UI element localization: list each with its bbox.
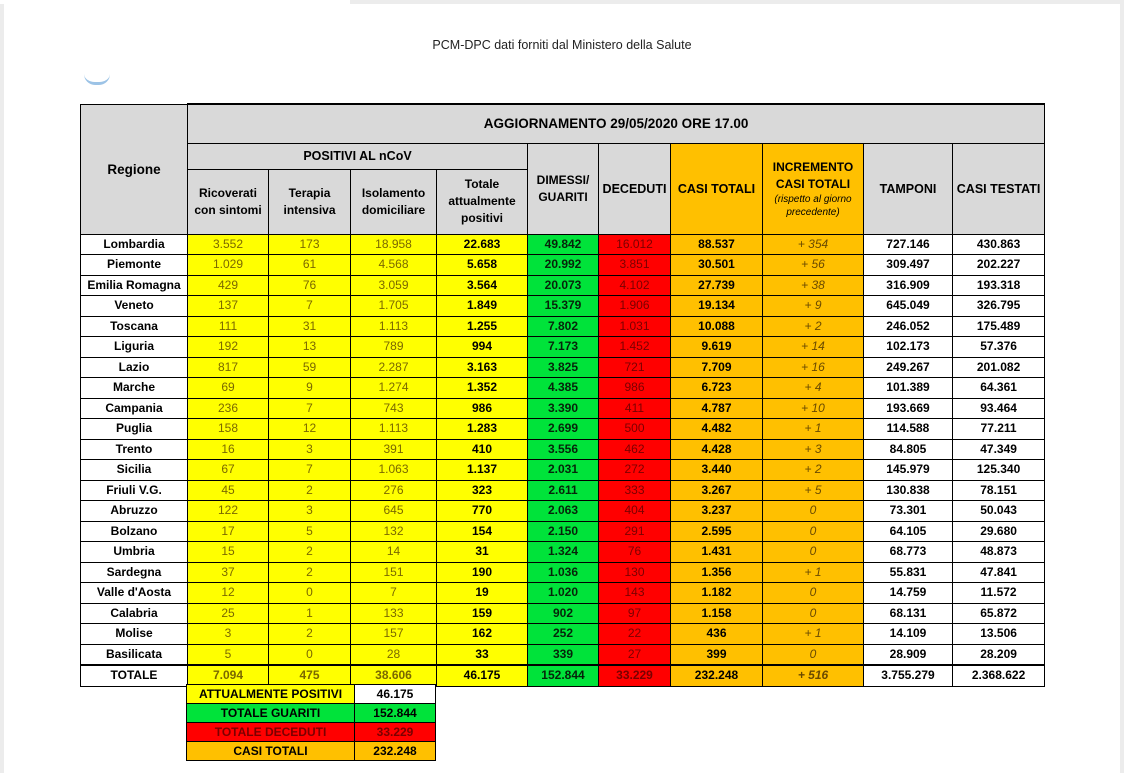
cell-totale: 33 (437, 644, 528, 665)
header-tamponi: TAMPONI (864, 143, 953, 234)
cell-incremento: + 1 (763, 624, 864, 645)
cell-incremento: + 2 (763, 460, 864, 481)
header-ricoverati: Ricoverati con sintomi (188, 169, 269, 234)
cell-terapia: 7 (269, 398, 351, 419)
header-casi-testati: CASI TESTATI (953, 143, 1045, 234)
cell-regione: Valle d'Aosta (81, 583, 188, 604)
cell-isolamento: 1.063 (351, 460, 437, 481)
cell-testati: 78.151 (953, 480, 1045, 501)
cell-tamponi: 102.173 (864, 337, 953, 358)
cell-dimessi: 2.699 (528, 419, 599, 440)
cell-terapia: 3 (269, 501, 351, 522)
cell-regione: Marche (81, 378, 188, 399)
cell-tamponi: 249.267 (864, 357, 953, 378)
cell-totale: 770 (437, 501, 528, 522)
header-incremento-note: (rispetto al giorno precedente) (774, 193, 852, 218)
total-ricoverati: 7.094 (188, 665, 269, 686)
total-row (81, 665, 1045, 686)
table-row (81, 378, 1045, 399)
cell-tamponi: 14.109 (864, 624, 953, 645)
cell-incremento: 0 (763, 542, 864, 563)
cell-regione: Umbria (81, 542, 188, 563)
cell-testati: 202.227 (953, 255, 1045, 276)
summary-table (186, 684, 436, 761)
cell-incremento: + 1 (763, 419, 864, 440)
cell-testati: 47.349 (953, 439, 1045, 460)
table-row (81, 316, 1045, 337)
cell-isolamento: 3.059 (351, 275, 437, 296)
cell-dimessi: 20.073 (528, 275, 599, 296)
cell-casi: 10.088 (671, 316, 763, 337)
cell-deceduti: 97 (599, 603, 671, 624)
cell-tamponi: 101.389 (864, 378, 953, 399)
cell-isolamento: 133 (351, 603, 437, 624)
summary-label: TOTALE GUARITI (187, 704, 355, 723)
table-row (81, 562, 1045, 583)
cell-ricoverati: 45 (188, 480, 269, 501)
cell-regione: Lombardia (81, 234, 188, 255)
cell-regione: Sicilia (81, 460, 188, 481)
cell-testati: 48.873 (953, 542, 1045, 563)
cell-dimessi: 3.556 (528, 439, 599, 460)
cell-tamponi: 73.301 (864, 501, 953, 522)
table-row (81, 296, 1045, 317)
cell-deceduti: 500 (599, 419, 671, 440)
cell-isolamento: 28 (351, 644, 437, 665)
cell-ricoverati: 37 (188, 562, 269, 583)
cell-incremento: + 10 (763, 398, 864, 419)
cell-tamponi: 55.831 (864, 562, 953, 583)
cell-isolamento: 14 (351, 542, 437, 563)
cell-isolamento: 743 (351, 398, 437, 419)
cell-totale: 5.658 (437, 255, 528, 276)
cell-ricoverati: 137 (188, 296, 269, 317)
cell-totale: 154 (437, 521, 528, 542)
cell-terapia: 7 (269, 460, 351, 481)
cell-incremento: + 56 (763, 255, 864, 276)
total-terapia: 475 (269, 665, 351, 686)
cell-testati: 430.863 (953, 234, 1045, 255)
cell-deceduti: 1.452 (599, 337, 671, 358)
cell-terapia: 2 (269, 624, 351, 645)
cell-casi: 1.158 (671, 603, 763, 624)
header-dimessi: DIMESSI/ GUARITI (528, 143, 599, 234)
table-row (81, 398, 1045, 419)
cell-isolamento: 1.113 (351, 316, 437, 337)
cell-tamponi: 84.805 (864, 439, 953, 460)
cell-terapia: 13 (269, 337, 351, 358)
cell-dimessi: 2.150 (528, 521, 599, 542)
table-row (81, 234, 1045, 255)
cell-isolamento: 157 (351, 624, 437, 645)
cell-regione: Emilia Romagna (81, 275, 188, 296)
cell-testati: 93.464 (953, 398, 1045, 419)
cell-dimessi: 7.802 (528, 316, 599, 337)
header-regione: Regione (81, 104, 188, 234)
cell-casi: 88.537 (671, 234, 763, 255)
summary-value: 33.229 (355, 723, 436, 742)
cell-testati: 65.872 (953, 603, 1045, 624)
cell-ricoverati: 817 (188, 357, 269, 378)
cell-deceduti: 76 (599, 542, 671, 563)
cell-incremento: 0 (763, 644, 864, 665)
cell-testati: 50.043 (953, 501, 1045, 522)
cell-testati: 326.795 (953, 296, 1045, 317)
table-row (81, 624, 1045, 645)
table-row (81, 357, 1045, 378)
cell-regione: Bolzano (81, 521, 188, 542)
total-casi: 232.248 (671, 665, 763, 686)
cell-casi: 1.182 (671, 583, 763, 604)
cell-dimessi: 339 (528, 644, 599, 665)
cell-casi: 7.709 (671, 357, 763, 378)
cell-terapia: 0 (269, 644, 351, 665)
cell-incremento: 0 (763, 603, 864, 624)
cell-isolamento: 2.287 (351, 357, 437, 378)
cell-regione: Sardegna (81, 562, 188, 583)
cell-regione: Lazio (81, 357, 188, 378)
cell-ricoverati: 69 (188, 378, 269, 399)
cell-isolamento: 1.705 (351, 296, 437, 317)
cell-incremento: + 354 (763, 234, 864, 255)
cell-testati: 57.376 (953, 337, 1045, 358)
cell-ricoverati: 122 (188, 501, 269, 522)
cell-testati: 77.211 (953, 419, 1045, 440)
cell-dimessi: 1.324 (528, 542, 599, 563)
cell-deceduti: 130 (599, 562, 671, 583)
cell-terapia: 61 (269, 255, 351, 276)
cell-tamponi: 645.049 (864, 296, 953, 317)
total-label: TOTALE (81, 665, 188, 686)
cell-casi: 27.739 (671, 275, 763, 296)
table-row (81, 644, 1045, 665)
cell-deceduti: 333 (599, 480, 671, 501)
cell-terapia: 0 (269, 583, 351, 604)
cell-totale: 1.283 (437, 419, 528, 440)
cell-deceduti: 4.102 (599, 275, 671, 296)
cell-deceduti: 16.012 (599, 234, 671, 255)
table-row (81, 419, 1045, 440)
cell-isolamento: 7 (351, 583, 437, 604)
cell-totale: 3.163 (437, 357, 528, 378)
cell-incremento: + 38 (763, 275, 864, 296)
cell-incremento: 0 (763, 521, 864, 542)
table-row (81, 439, 1045, 460)
cell-dimessi: 3.390 (528, 398, 599, 419)
cell-tamponi: 14.759 (864, 583, 953, 604)
cell-tamponi: 309.497 (864, 255, 953, 276)
cell-dimessi: 252 (528, 624, 599, 645)
cell-ricoverati: 16 (188, 439, 269, 460)
cell-isolamento: 789 (351, 337, 437, 358)
cell-testati: 193.318 (953, 275, 1045, 296)
cell-ricoverati: 192 (188, 337, 269, 358)
cell-dimessi: 20.992 (528, 255, 599, 276)
total-testati: 2.368.622 (953, 665, 1045, 686)
cell-tamponi: 145.979 (864, 460, 953, 481)
cell-testati: 125.340 (953, 460, 1045, 481)
cell-regione: Puglia (81, 419, 188, 440)
cell-deceduti: 143 (599, 583, 671, 604)
total-dimessi: 152.844 (528, 665, 599, 686)
cell-casi: 19.134 (671, 296, 763, 317)
table-row (81, 542, 1045, 563)
cell-incremento: + 1 (763, 562, 864, 583)
cell-regione: Campania (81, 398, 188, 419)
cell-totale: 22.683 (437, 234, 528, 255)
cell-casi: 30.501 (671, 255, 763, 276)
cell-casi: 2.595 (671, 521, 763, 542)
cell-dimessi: 2.031 (528, 460, 599, 481)
cell-incremento: + 5 (763, 480, 864, 501)
cell-ricoverati: 429 (188, 275, 269, 296)
cell-isolamento: 391 (351, 439, 437, 460)
cell-regione: Toscana (81, 316, 188, 337)
cell-totale: 3.564 (437, 275, 528, 296)
top-strip (0, 0, 350, 4)
cell-totale: 19 (437, 583, 528, 604)
cell-terapia: 1 (269, 603, 351, 624)
cell-casi: 3.440 (671, 460, 763, 481)
cell-testati: 64.361 (953, 378, 1045, 399)
cell-tamponi: 114.588 (864, 419, 953, 440)
summary-value: 152.844 (355, 704, 436, 723)
cell-ricoverati: 236 (188, 398, 269, 419)
cell-terapia: 59 (269, 357, 351, 378)
table-row (81, 501, 1045, 522)
cell-totale: 31 (437, 542, 528, 563)
cell-dimessi: 49.842 (528, 234, 599, 255)
cell-casi: 6.723 (671, 378, 763, 399)
cell-ricoverati: 15 (188, 542, 269, 563)
cell-casi: 4.482 (671, 419, 763, 440)
cell-casi: 399 (671, 644, 763, 665)
cell-isolamento: 276 (351, 480, 437, 501)
cell-isolamento: 1.113 (351, 419, 437, 440)
cell-dimessi: 3.825 (528, 357, 599, 378)
cell-terapia: 3 (269, 439, 351, 460)
source-title: PCM-DPC dati forniti dal Ministero della Salute (432, 38, 692, 52)
cell-deceduti: 462 (599, 439, 671, 460)
cell-incremento: + 14 (763, 337, 864, 358)
cell-deceduti: 272 (599, 460, 671, 481)
header-deceduti: DECEDUTI (599, 143, 671, 234)
cell-dimessi: 7.173 (528, 337, 599, 358)
header-terapia: Terapia intensiva (269, 169, 351, 234)
cell-deceduti: 291 (599, 521, 671, 542)
cell-terapia: 12 (269, 419, 351, 440)
cell-incremento: + 9 (763, 296, 864, 317)
cell-ricoverati: 17 (188, 521, 269, 542)
cell-deceduti: 3.851 (599, 255, 671, 276)
cell-casi: 3.267 (671, 480, 763, 501)
cell-totale: 1.255 (437, 316, 528, 337)
cell-isolamento: 132 (351, 521, 437, 542)
cell-tamponi: 28.909 (864, 644, 953, 665)
cell-deceduti: 721 (599, 357, 671, 378)
cell-testati: 47.841 (953, 562, 1045, 583)
cell-incremento: + 2 (763, 316, 864, 337)
cell-regione: Basilicata (81, 644, 188, 665)
cell-ricoverati: 25 (188, 603, 269, 624)
cell-dimessi: 902 (528, 603, 599, 624)
cell-totale: 323 (437, 480, 528, 501)
cell-terapia: 31 (269, 316, 351, 337)
header-casi-totali: CASI TOTALI (671, 143, 763, 234)
cell-tamponi: 193.669 (864, 398, 953, 419)
cell-casi: 4.428 (671, 439, 763, 460)
cell-dimessi: 1.036 (528, 562, 599, 583)
cell-ricoverati: 158 (188, 419, 269, 440)
total-deceduti: 33.229 (599, 665, 671, 686)
cell-totale: 1.849 (437, 296, 528, 317)
cell-terapia: 2 (269, 562, 351, 583)
summary-label: CASI TOTALI (187, 742, 355, 761)
summary-row-positivi (187, 685, 436, 704)
cell-incremento: + 4 (763, 378, 864, 399)
table-row (81, 255, 1045, 276)
cell-totale: 1.352 (437, 378, 528, 399)
header-incremento (763, 143, 864, 234)
cell-deceduti: 404 (599, 501, 671, 522)
cell-regione: Calabria (81, 603, 188, 624)
cell-ricoverati: 3.552 (188, 234, 269, 255)
cell-ricoverati: 12 (188, 583, 269, 604)
cell-terapia: 7 (269, 296, 351, 317)
cell-tamponi: 68.131 (864, 603, 953, 624)
cell-isolamento: 645 (351, 501, 437, 522)
table-row (81, 521, 1045, 542)
cell-totale: 994 (437, 337, 528, 358)
cell-terapia: 2 (269, 542, 351, 563)
cell-tamponi: 246.052 (864, 316, 953, 337)
cell-regione: Veneto (81, 296, 188, 317)
summary-value: 46.175 (355, 685, 436, 704)
header-isolamento: Isolamento domiciliare (351, 169, 437, 234)
cell-ricoverati: 3 (188, 624, 269, 645)
cell-deceduti: 986 (599, 378, 671, 399)
cell-terapia: 9 (269, 378, 351, 399)
cell-tamponi: 316.909 (864, 275, 953, 296)
cell-isolamento: 18.958 (351, 234, 437, 255)
cell-isolamento: 1.274 (351, 378, 437, 399)
cell-deceduti: 1.906 (599, 296, 671, 317)
cell-tamponi: 68.773 (864, 542, 953, 563)
cell-totale: 162 (437, 624, 528, 645)
cell-regione: Abruzzo (81, 501, 188, 522)
cell-totale: 1.137 (437, 460, 528, 481)
cell-deceduti: 411 (599, 398, 671, 419)
total-isolamento: 38.606 (351, 665, 437, 686)
summary-label: ATTUALMENTE POSITIVI (187, 685, 355, 704)
cell-isolamento: 4.568 (351, 255, 437, 276)
cell-casi: 1.356 (671, 562, 763, 583)
total-incremento: + 516 (763, 665, 864, 686)
table-row (81, 337, 1045, 358)
cell-incremento: + 16 (763, 357, 864, 378)
cell-totale: 159 (437, 603, 528, 624)
cell-deceduti: 22 (599, 624, 671, 645)
table-row (81, 480, 1045, 501)
cell-incremento: + 3 (763, 439, 864, 460)
cell-incremento: 0 (763, 583, 864, 604)
header-positivi: POSITIVI AL nCoV (188, 143, 528, 169)
cell-regione: Trento (81, 439, 188, 460)
cell-deceduti: 27 (599, 644, 671, 665)
cell-dimessi: 4.385 (528, 378, 599, 399)
table-row (81, 460, 1045, 481)
cell-tamponi: 64.105 (864, 521, 953, 542)
cell-regione: Piemonte (81, 255, 188, 276)
summary-row-guariti (187, 704, 436, 723)
cell-casi: 9.619 (671, 337, 763, 358)
cell-isolamento: 151 (351, 562, 437, 583)
cell-totale: 190 (437, 562, 528, 583)
cell-ricoverati: 111 (188, 316, 269, 337)
cell-incremento: 0 (763, 501, 864, 522)
cell-totale: 410 (437, 439, 528, 460)
cell-regione: Liguria (81, 337, 188, 358)
cell-tamponi: 130.838 (864, 480, 953, 501)
cell-testati: 13.506 (953, 624, 1045, 645)
total-tamponi: 3.755.279 (864, 665, 953, 686)
header-totale-positivi: Totale attualmente positivi (437, 169, 528, 234)
cell-testati: 175.489 (953, 316, 1045, 337)
cell-terapia: 2 (269, 480, 351, 501)
cell-casi: 4.787 (671, 398, 763, 419)
cell-ricoverati: 67 (188, 460, 269, 481)
cell-casi: 1.431 (671, 542, 763, 563)
header-incremento-label: INCREMENTO CASI TOTALI (772, 159, 854, 191)
cell-testati: 29.680 (953, 521, 1045, 542)
table-row (81, 275, 1045, 296)
cell-regione: Friuli V.G. (81, 480, 188, 501)
table-row (81, 603, 1045, 624)
header-aggiornamento: AGGIORNAMENTO 29/05/2020 ORE 17.00 (188, 104, 1045, 143)
cell-terapia: 173 (269, 234, 351, 255)
summary-value: 232.248 (355, 742, 436, 761)
summary-row-casi (187, 742, 436, 761)
cell-casi: 3.237 (671, 501, 763, 522)
summary-row-deceduti (187, 723, 436, 742)
cell-testati: 28.209 (953, 644, 1045, 665)
table-row (81, 583, 1045, 604)
cell-dimessi: 2.063 (528, 501, 599, 522)
cell-testati: 201.082 (953, 357, 1045, 378)
cell-deceduti: 1.031 (599, 316, 671, 337)
covid-data-table (80, 103, 1045, 687)
cell-dimessi: 2.611 (528, 480, 599, 501)
cell-regione: Molise (81, 624, 188, 645)
summary-label: TOTALE DECEDUTI (187, 723, 355, 742)
cell-testati: 11.572 (953, 583, 1045, 604)
total-totale: 46.175 (437, 665, 528, 686)
cell-casi: 436 (671, 624, 763, 645)
cell-dimessi: 1.020 (528, 583, 599, 604)
cell-tamponi: 727.146 (864, 234, 953, 255)
cell-ricoverati: 1.029 (188, 255, 269, 276)
cell-totale: 986 (437, 398, 528, 419)
table-body (81, 234, 1045, 686)
cell-dimessi: 15.379 (528, 296, 599, 317)
cell-terapia: 5 (269, 521, 351, 542)
cell-terapia: 76 (269, 275, 351, 296)
cell-ricoverati: 5 (188, 644, 269, 665)
